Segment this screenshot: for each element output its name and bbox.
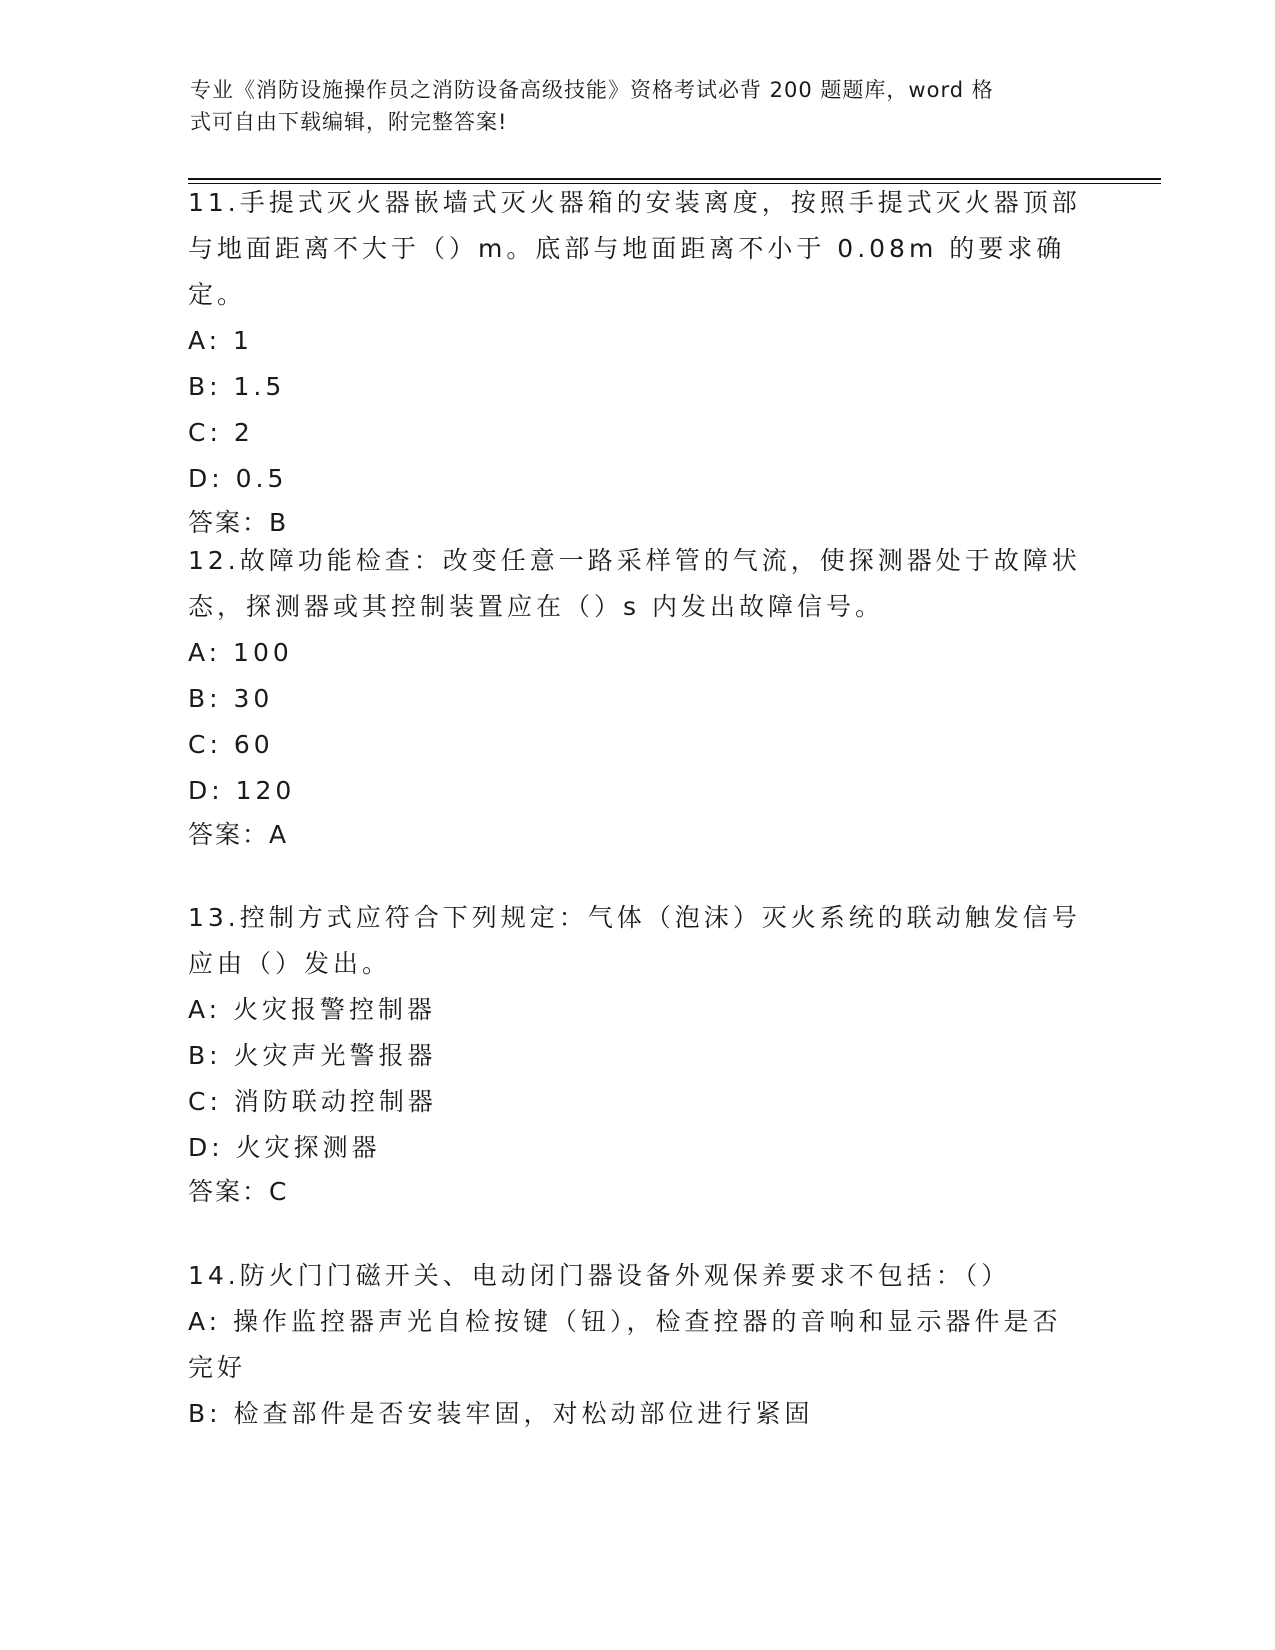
header-line-1: 专业《消防设施操作员之消防设备高级技能》资格考试必背 200 题题库，word 格 <box>190 78 994 102</box>
document-header <box>190 74 1080 138</box>
option-d: D: 120 <box>188 776 296 805</box>
option-a-continuation: 完好 <box>188 1353 247 1382</box>
answer-label: 答案：C <box>188 1177 289 1206</box>
option-a: A: 1 <box>188 326 253 355</box>
question-12 <box>188 538 1088 858</box>
answer-label: 答案：B <box>188 508 289 537</box>
option-c: C: 消防联动控制器 <box>188 1087 437 1116</box>
question-11 <box>188 180 1088 546</box>
option-d: D: 火灾探测器 <box>188 1133 381 1162</box>
option-b: B: 检查部件是否安装牢固，对松动部位进行紧固 <box>188 1399 814 1428</box>
option-a: A: 100 <box>188 638 293 667</box>
option-b: B: 1.5 <box>188 372 286 401</box>
option-c: C: 60 <box>188 730 274 759</box>
option-a: A: 火灾报警控制器 <box>188 995 437 1024</box>
question-stem: 13.控制方式应符合下列规定：气体（泡沫）灭火系统的联动触发信号 <box>188 903 1081 932</box>
question-stem: 14.防火门门磁开关、电动闭门器设备外观保养要求不包括：（） <box>188 1261 1011 1290</box>
answer-label: 答案：A <box>188 820 289 849</box>
question-stem: 11.手提式灭火器嵌墙式灭火器箱的安装离度，按照手提式灭火器顶部 <box>188 188 1081 217</box>
option-b: B: 火灾声光警报器 <box>188 1041 437 1070</box>
question-stem: 态，探测器或其控制装置应在（）s 内发出故障信号。 <box>188 592 884 621</box>
header-line-2: 式可自由下载编辑，附完整答案! <box>190 110 508 134</box>
option-c: C: 2 <box>188 418 254 447</box>
question-stem: 应由（）发出。 <box>188 949 392 978</box>
question-14 <box>188 1253 1088 1437</box>
option-a: A: 操作监控器声光自检按键（钮），检查控器的音响和显示器件是否 <box>188 1307 1062 1336</box>
question-13 <box>188 895 1088 1215</box>
option-b: B: 30 <box>188 684 274 713</box>
option-d: D: 0.5 <box>188 464 288 493</box>
question-stem: 12.故障功能检查：改变任意一路采样管的气流，使探测器处于故障状 <box>188 546 1081 575</box>
question-stem: 与地面距离不大于（）m。底部与地面距离不小于 0.08m 的要求确定。 <box>188 234 1066 309</box>
